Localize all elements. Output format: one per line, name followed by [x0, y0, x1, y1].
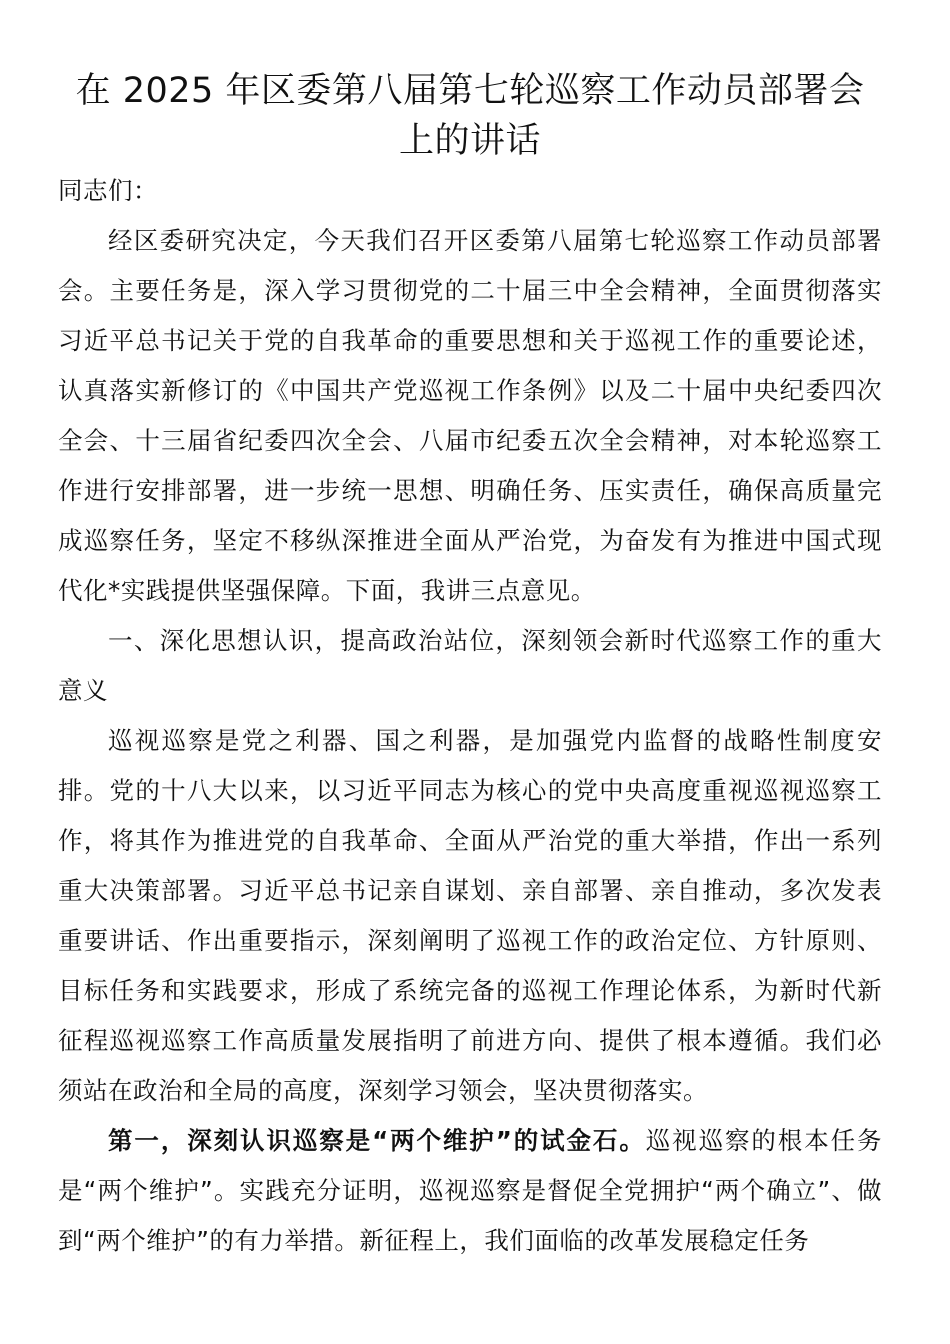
section-heading-one: 一、深化思想认识，提高政治站位，深刻领会新时代巡察工作的重大意义	[58, 626, 882, 705]
point-one-lead: 第一，深刻认识巡察是“两个维护”的试金石。	[108, 1126, 646, 1155]
greeting: 同志们：	[58, 176, 158, 205]
intro-paragraph: 经区委研究决定，今天我们召开区委第八届第七轮巡察工作动员部署会。主要任务是，深入学习贯彻党的二十届三中全会精神，全面贯彻落实习近平总书记关于党的自我革命的重要思想和关于巡视工作的重要论述，认真落实新修订的《中国共产党巡视工作条例》以及二十届中央纪委四次全会、十三届省纪委四次全会、八届市纪委五次全会精神，对本轮巡察工作进行安排部署，进一步统一思想、明确任务、压实责任，确保高质量完成巡察任务，坚定不移纵深推进全面从严治党，为奋发有为推进中国式现代化*实践提供坚强保障。下面，我讲三点意见。	[58, 226, 882, 605]
document-title: 在 2025 年区委第八届第七轮巡察工作动员部署会上的讲话	[75, 71, 865, 161]
point-one-body: 巡视巡察的根本任务是“两个维护”。实践充分证明，巡视巡察是督促全党拥护“两个确立”、做到“两个维护”的有力举措。新征程上，我们面临的改革发展稳定任务	[58, 1126, 883, 1255]
point-one-paragraph	[58, 1116, 882, 1266]
section-one-paragraph: 巡视巡察是党之利器、国之利器，是加强党内监督的战略性制度安排。党的十八大以来，以习近平同志为核心的党中央高度重视巡视巡察工作，将其作为推进党的自我革命、全面从严治党的重大举措，作出一系列重大决策部署。习近平总书记亲自谋划、亲自部署、亲自推动，多次发表重要讲话、作出重要指示，深刻阐明了巡视工作的政治定位、方针原则、目标任务和实践要求，形成了系统完备的巡视工作理论体系，为新时代新征程巡视巡察工作高质量发展指明了前进方向、提供了根本遵循。我们必须站在政治和全局的高度，深刻学习领会，坚决贯彻落实。	[58, 726, 882, 1105]
